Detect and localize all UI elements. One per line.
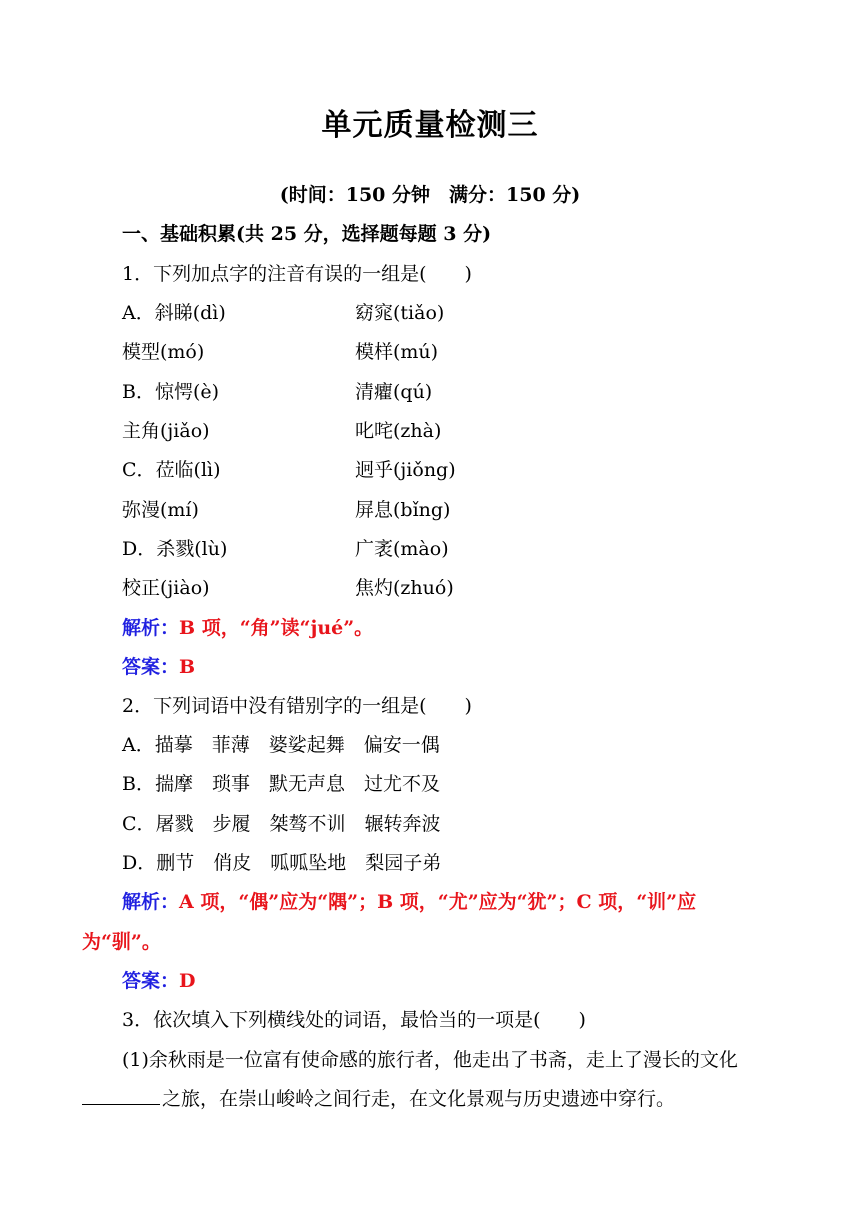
q1-option-c-left2: 弥漫(mí) [122, 499, 199, 521]
q1-option-row [122, 300, 445, 326]
q1-option-b-left: B．惊愕(è) [122, 381, 220, 403]
q1-option-row [122, 379, 433, 405]
q1-option-d-left: D．杀戮(lù) [122, 538, 228, 560]
answer-value: B [179, 656, 196, 678]
time-info: (时间：150 分钟 满分：150 分) [279, 184, 581, 206]
fill-blank [82, 1086, 160, 1105]
question-3-stem: 3．依次填入下列横线处的词语，最恰当的一项是( ) [122, 1009, 586, 1031]
q1-option-row [122, 536, 449, 562]
q1-option-row [122, 575, 454, 601]
q1-option-b-left2: 主角(jiǎo) [122, 420, 210, 442]
q3-paragraph-line1: (1)余秋雨是一位富有使命感的旅行者，他走出了书斋，走上了漫长的文化 [122, 1049, 738, 1071]
analysis-label: 解析： [122, 617, 180, 639]
q1-option-c-right2: 屏息(bǐng) [355, 499, 451, 521]
q1-option-c-right: 迥乎(jiǒng) [355, 459, 456, 481]
question-2-stem: 2．下列词语中没有错别字的一组是( ) [122, 695, 472, 717]
q3-paragraph-text: 之旅，在崇山峻岭之间行走，在文化景观与历史遗迹中穿行。 [162, 1088, 676, 1110]
q1-option-row [122, 418, 442, 444]
q1-answer [122, 654, 195, 680]
q2-answer [122, 968, 196, 994]
q1-option-a-right2: 模样(mú) [355, 341, 439, 363]
q2-option-c: C．屠戮 步履 桀骜不训 辗转奔波 [122, 813, 441, 835]
q1-option-c-left: C．莅临(lì) [122, 459, 221, 481]
question-1-stem: 1．下列加点字的注音有误的一组是( ) [122, 263, 472, 285]
answer-value: D [179, 970, 196, 992]
q2-option-a: A．描摹 菲薄 婆娑起舞 偏安一偶 [122, 734, 440, 756]
q1-analysis [122, 615, 373, 641]
q1-option-a-left2: 模型(mó) [122, 341, 205, 363]
q1-option-a-right: 窈窕(tiǎo) [355, 302, 445, 324]
q1-option-row [122, 497, 451, 523]
answer-label: 答案： [122, 970, 180, 992]
page-title: 单元质量检测三 [321, 108, 539, 143]
q2-option-d: D．删节 俏皮 呱呱坠地 梨园子弟 [122, 852, 442, 874]
q2-option-b: B．揣摩 琐事 默无声息 过尤不及 [122, 773, 440, 795]
q2-analysis [122, 889, 696, 915]
analysis-text: B 项，“角”读“jué”。 [179, 617, 374, 639]
analysis-label: 解析： [122, 891, 180, 913]
q1-option-d-right2: 焦灼(zhuó) [355, 577, 454, 599]
q1-option-row [122, 339, 439, 365]
q2-analysis-continued: 为“驯”。 [82, 931, 161, 953]
q1-option-a-left: A．斜睇(dì) [122, 302, 226, 324]
q1-option-b-right2: 叱咤(zhà) [355, 420, 442, 442]
answer-label: 答案： [122, 656, 180, 678]
q1-option-b-right: 清癯(qú) [355, 381, 433, 403]
q1-option-row [122, 457, 456, 483]
q3-paragraph-line2 [82, 1086, 675, 1112]
q1-option-d-left2: 校正(jiào) [122, 577, 210, 599]
q1-option-d-right: 广袤(mào) [355, 538, 449, 560]
analysis-text: A 项，“偶”应为“隅”；B 项，“尤”应为“犹”；C 项，“训”应 [179, 891, 697, 913]
section-heading: 一、基础积累(共 25 分，选择题每题 3 分) [122, 223, 492, 245]
